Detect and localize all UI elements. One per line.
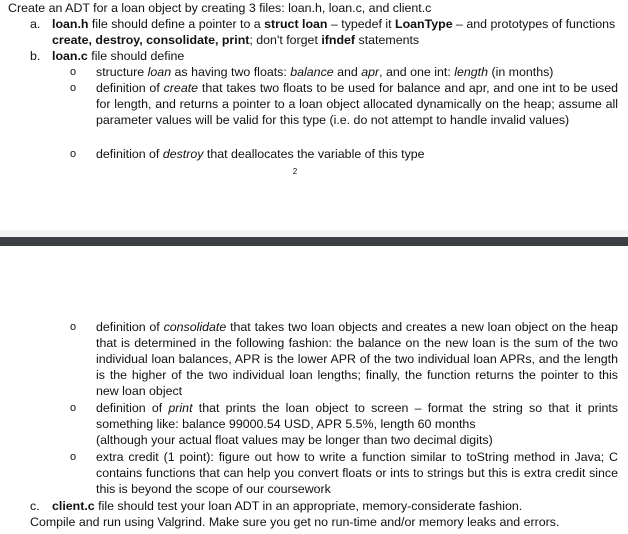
b5-t1: definition of	[96, 401, 169, 415]
item-c	[30, 498, 618, 514]
bullet-icon: o	[70, 451, 77, 463]
item-b-t1: file should define	[87, 49, 185, 63]
bullet-print	[70, 400, 618, 448]
item-b	[30, 48, 618, 64]
b1-t5: (in months)	[488, 65, 554, 79]
item-a-t5: statements	[355, 33, 420, 47]
page-number: 2	[292, 167, 298, 176]
item-c-label: c.	[30, 499, 40, 513]
b1-t2: as having two floats:	[171, 65, 291, 79]
item-a	[30, 16, 618, 48]
bullet-extra-credit-text: extra credit (1 point): figure out how to write a function similar to toString method in Java; C contains functions that can help you convert floats or ints to strings but this is extra credit since this is beyond the scope of our coursework	[96, 450, 618, 496]
b4-t2: that takes two loan objects and creates a new loan object on the heap that is determined in the following fashion: the balance on the new loan is the sum of the two individual loan balances, APR is the lower APR of the two individual loan APRs, and the length is the higher of the two individual loan lengths; finally, the function returns the pointer to this new loan object	[96, 320, 618, 398]
bullet-create-text	[70, 80, 618, 128]
item-b-label: b.	[30, 49, 41, 63]
b4-t1: definition of	[96, 320, 164, 334]
item-a-t2: – typedef it	[327, 17, 395, 31]
b2-t1: definition of	[96, 81, 164, 95]
intro-line: Create an ADT for a loan object by creating 3 files: loan.h, loan.c, and client.c	[8, 1, 432, 15]
item-a-t1: file should define a pointer to a	[88, 17, 265, 31]
bullet-print-text	[70, 400, 618, 432]
b1-t1: structure	[96, 65, 148, 79]
item-a-label: a.	[30, 17, 41, 31]
bullet-print-note: (although your actual float values may be longer than two decimal digits)	[96, 433, 493, 447]
b2-i1: create	[163, 81, 199, 95]
b3-t2: that deallocates the variable of this type	[203, 147, 425, 161]
bullet-consolidate-text	[70, 319, 618, 399]
bullet-icon: o	[70, 321, 77, 333]
bullet-icon: o	[70, 148, 77, 160]
item-c-t1: file should test your loan ADT in an appropriate, memory-considerate fashion.	[94, 499, 523, 513]
b2-t2: that takes two floats to be used for balance and apr, and one int to be used for length, and returns a pointer to a loan object allocated dynamically on the heap; assume all parameter values will be valid for this type (i.e. do not attempt to handle invalid values)	[96, 81, 618, 127]
item-a-text	[30, 16, 618, 48]
bullet-icon: o	[70, 82, 77, 94]
closing-line: Compile and run using Valgrind. Make sure you get no run-time and/or memory leaks and errors.	[30, 515, 560, 529]
filename-client-c: client.c	[52, 499, 95, 513]
b3-i1: destroy	[162, 147, 204, 161]
b1-i2: balance	[290, 65, 334, 79]
bullet-structure	[70, 64, 618, 80]
bullet-consolidate	[70, 319, 618, 399]
struct-loan: struct loan	[264, 17, 328, 31]
bullet-icon: o	[70, 402, 77, 414]
page-divider	[0, 237, 628, 246]
bullet-create	[70, 80, 618, 128]
b4-i1: consolidate	[163, 320, 227, 334]
bullet-destroy-text	[70, 146, 618, 162]
b1-i3: apr	[361, 65, 380, 79]
b1-i1: loan	[147, 65, 172, 79]
bullet-destroy	[70, 146, 618, 162]
loantype: LoanType	[395, 17, 453, 31]
filename-loan-c: loan.c	[52, 49, 88, 63]
item-b-text	[30, 48, 618, 64]
bullet-icon: o	[70, 66, 77, 78]
b5-i1: print	[168, 401, 193, 415]
b3-t1: definition of	[96, 147, 163, 161]
item-a-t3: – and prototypes of functions	[452, 17, 616, 31]
bullet-extra-credit	[70, 449, 618, 497]
b1-t3: and	[333, 65, 362, 79]
b1-i4: length	[454, 65, 488, 79]
function-list: create, destroy, consolidate, print	[52, 33, 250, 47]
b5-t2: that prints the loan object to screen – format the string so that it prints something like: balance 99000.54 USD, APR 5.5%, length 60 months	[96, 401, 618, 431]
filename-loan-h: loan.h	[52, 17, 89, 31]
item-c-text	[30, 498, 618, 514]
item-a-t4: ; don't forget	[249, 33, 322, 47]
ifndef: ifndef	[321, 33, 356, 47]
bullet-structure-text	[70, 64, 618, 80]
b1-t4: , and one int:	[379, 65, 455, 79]
